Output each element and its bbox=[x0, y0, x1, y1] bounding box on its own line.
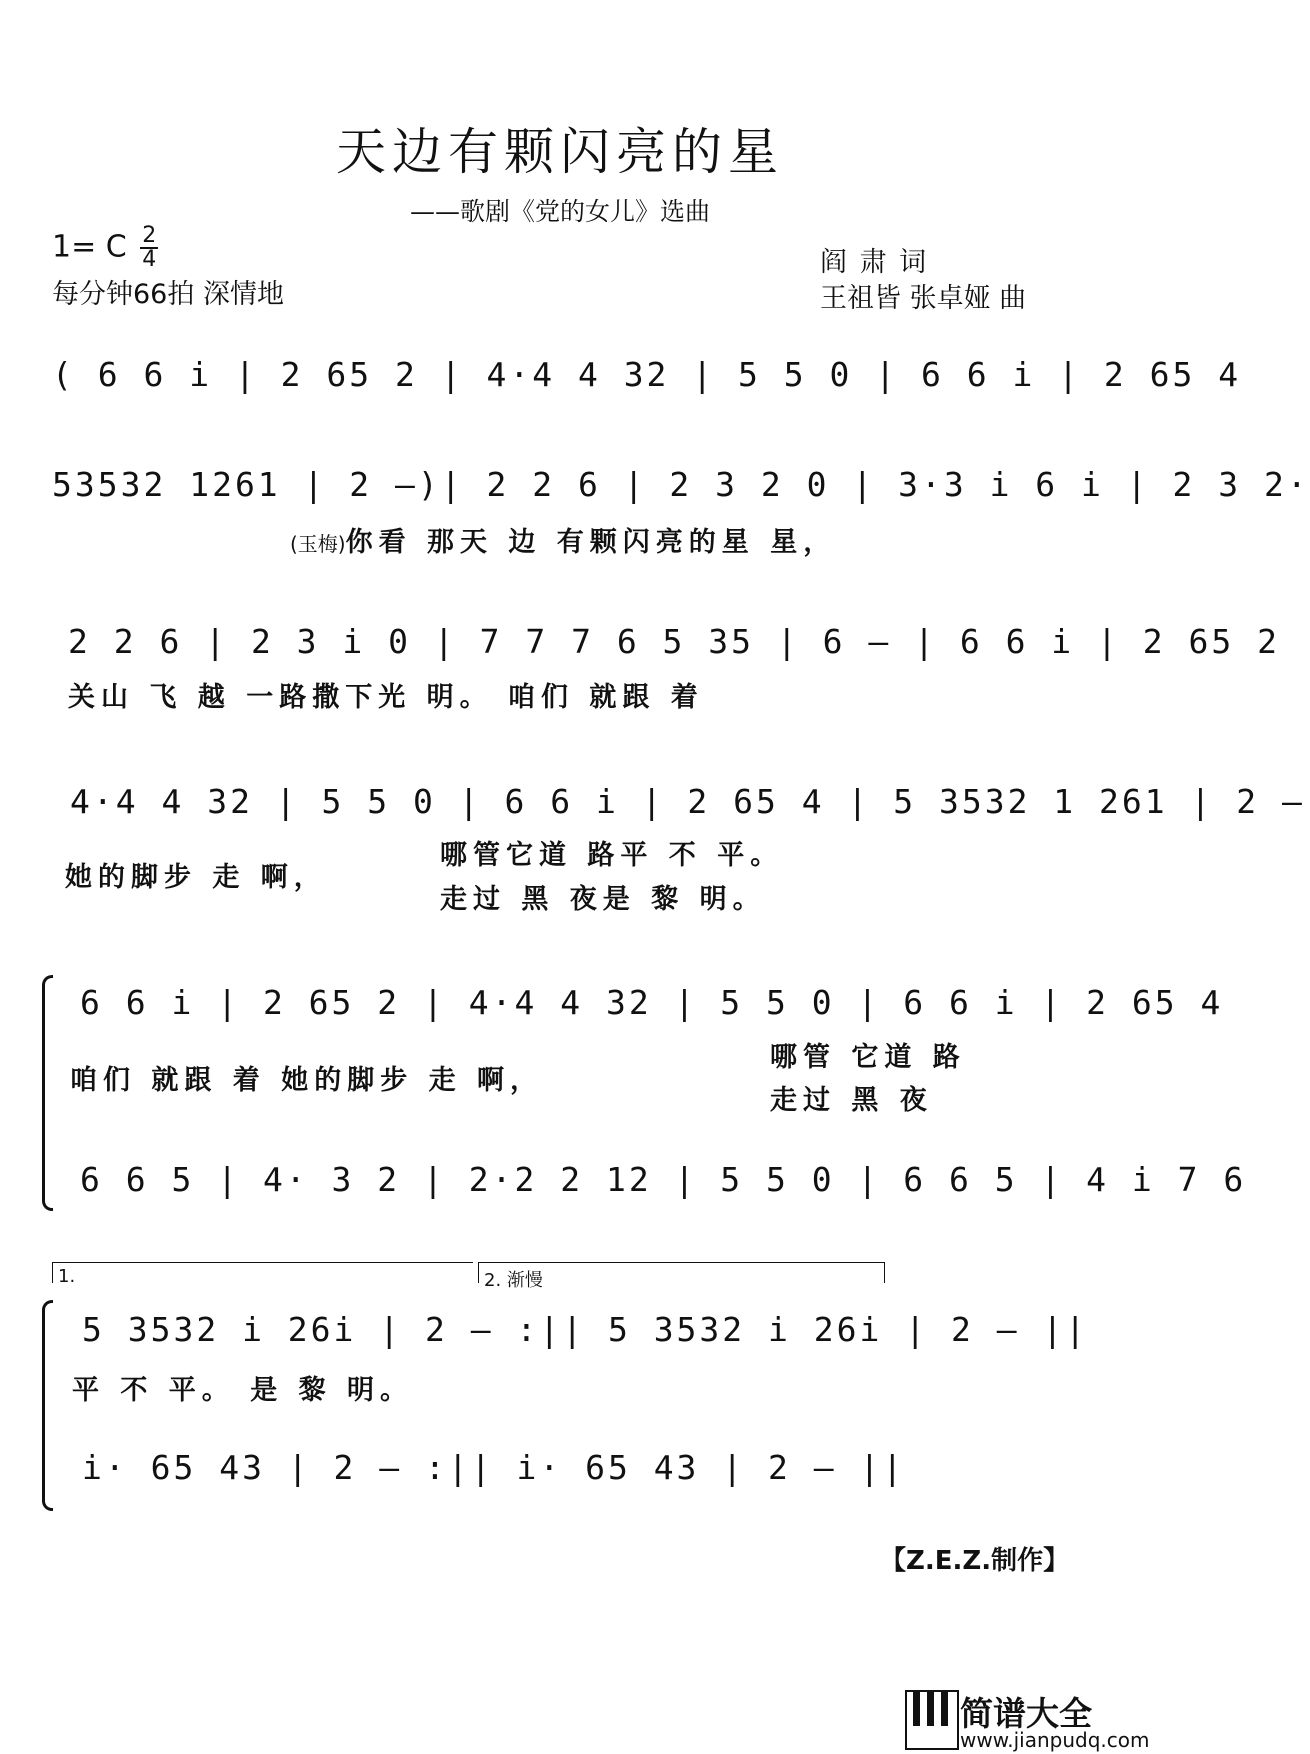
system-4-lyric-b1: 哪管它道 路平 不 平。 bbox=[440, 840, 784, 871]
volta-2-label: 2. 渐慢 bbox=[484, 1270, 543, 1291]
site-logo-url: www.jianpudq.com bbox=[960, 1728, 1150, 1752]
system-2-notes: 53532 1261 | 2 –)| 2 2 6 | 2 3 2 0 | 3·3 i 6 i | 2 3 2· bbox=[52, 465, 1310, 504]
key-signature bbox=[52, 225, 158, 271]
time-signature bbox=[140, 225, 158, 271]
system-3-lyric: 关山 飞 越 一路撒下光 明。 咱们 就跟 着 bbox=[68, 682, 704, 713]
system-4-lyric-b2: 走过 黑 夜是 黎 明。 bbox=[440, 884, 766, 915]
system-5-lyric-b1: 哪管 它道 路 bbox=[770, 1042, 966, 1073]
system-2-lyric-text: 你看 那天 边 有颗闪亮的星 星， bbox=[345, 527, 837, 558]
system-5-lyric-a: 咱们 就跟 着 她的脚步 走 啊， bbox=[70, 1065, 543, 1096]
page-subtitle: ——歌剧《党的女儿》选曲 bbox=[409, 197, 710, 226]
piano-keys-icon bbox=[905, 1690, 959, 1750]
tempo-marking: 每分钟66拍 深情地 bbox=[52, 279, 284, 310]
volta-1-label: 1. bbox=[58, 1266, 76, 1287]
system-6-upper-notes: 5 3532 i 26i | 2 – :|| 5 3532 i 26i | 2 – || bbox=[82, 1310, 1089, 1349]
system-6-lower-notes: i· 65 43 | 2 – :|| i· 65 43 | 2 – || bbox=[82, 1448, 906, 1487]
system-6-brace bbox=[42, 1300, 53, 1511]
system-2-lyric bbox=[290, 520, 836, 559]
key-label: 1= C bbox=[52, 229, 127, 265]
system-4-notes: 4·4 4 32 | 5 5 0 | 6 6 i | 2 65 4 | 5 3532 1 261 | 2 – bbox=[70, 782, 1305, 821]
time-bottom: 4 bbox=[142, 247, 157, 272]
composer-credit: 王祖皆 张卓娅 曲 bbox=[820, 283, 1027, 314]
page-title: 天边有颗闪亮的星 bbox=[336, 123, 784, 181]
system-6-lyric: 平 不 平。 是 黎 明。 bbox=[72, 1375, 413, 1406]
singer-label: (玉梅) bbox=[290, 532, 346, 556]
system-5-brace bbox=[42, 975, 53, 1211]
site-logo-text: 简谱大全 bbox=[960, 1694, 1092, 1733]
lyricist-credit: 阎 肃 词 bbox=[820, 247, 929, 278]
system-5-upper-notes: 6 6 i | 2 65 2 | 4·4 4 32 | 5 5 0 | 6 6 i | 2 65 4 bbox=[80, 983, 1224, 1022]
system-5-lyric-b2: 走过 黑 夜 bbox=[770, 1085, 933, 1116]
time-top: 2 bbox=[142, 223, 157, 248]
volta-1-bracket bbox=[52, 1262, 473, 1283]
system-3-notes: 2 2 6 | 2 3 i 0 | 7 7 7 6 5 35 | 6 – | 6 6 i | 2 65 2 bbox=[68, 622, 1280, 661]
system-5-lower-notes: 6 6 5 | 4· 3 2 | 2·2 2 12 | 5 5 0 | 6 6 5 | 4 i 7 6 bbox=[80, 1160, 1247, 1199]
maker-credit: 【Z.E.Z.制作】 bbox=[880, 1546, 1070, 1576]
system-1-notes: ( 6 6 i | 2 65 2 | 4·4 4 32 | 5 5 0 | 6 6 i | 2 65 4 bbox=[52, 355, 1242, 394]
system-4-lyric-a: 她的脚步 走 啊， bbox=[65, 862, 327, 893]
